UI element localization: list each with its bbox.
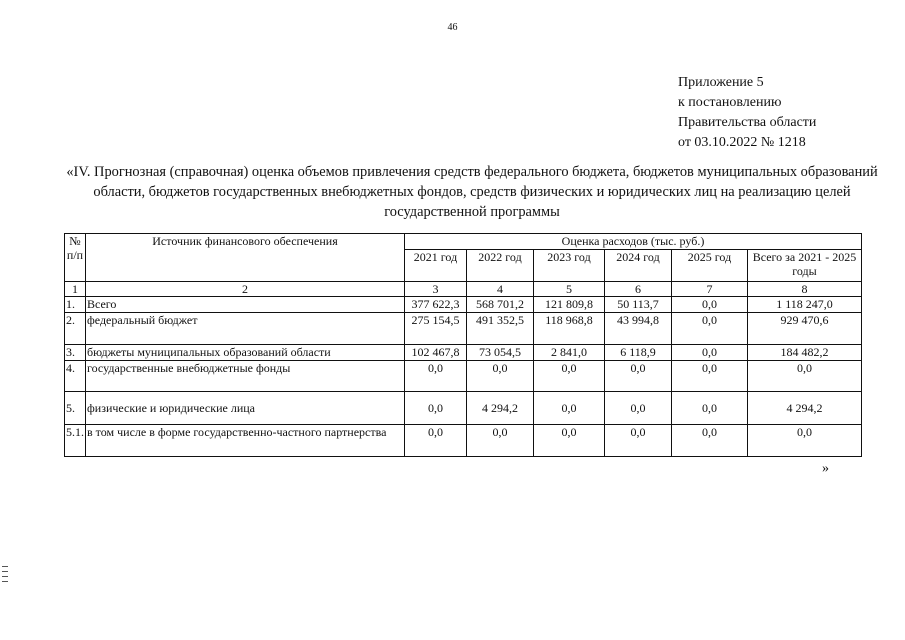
row-value: 0,0 [605, 361, 672, 392]
row-value: 0,0 [672, 313, 748, 345]
row-value: 0,0 [405, 361, 467, 392]
col-number: 5 [534, 282, 605, 297]
col-number: 4 [467, 282, 534, 297]
row-value: 0,0 [748, 425, 862, 457]
row-value: 0,0 [605, 392, 672, 425]
appendix-line-4: от 03.10.2022 № 1218 [678, 135, 806, 150]
header-source: Источник финансового обеспечения [86, 234, 405, 282]
table-row [65, 313, 862, 345]
row-num: 2. [65, 313, 86, 345]
finance-table [64, 233, 862, 457]
row-num: 3. [65, 345, 86, 361]
row-value: 1 118 247,0 [748, 297, 862, 313]
row-value: 377 622,3 [405, 297, 467, 313]
closing-quote: » [822, 461, 829, 476]
section-heading: «IV. Прогнозная (справочная) оценка объемов привлечения средств федерального бюджета, бюджетов муниципальных образований области, бюджетов государственных внебюджетных фондов, средств физических и юридических лиц на реализацию целей государственной программы [66, 164, 878, 220]
header-row-1 [65, 234, 862, 250]
header-year-2024: 2024 год [605, 250, 672, 282]
row-num: 1. [65, 297, 86, 313]
row-value: 0,0 [605, 425, 672, 457]
header-year-2022: 2022 год [467, 250, 534, 282]
appendix-line-3: Правительства области [678, 115, 817, 130]
row-value: 0,0 [672, 297, 748, 313]
row-source: государственные внебюджетные фонды [86, 361, 405, 392]
appendix-block [678, 73, 816, 153]
row-value: 0,0 [467, 425, 534, 457]
table-row [65, 392, 862, 425]
row-value: 0,0 [405, 392, 467, 425]
header-estimate: Оценка расходов (тыс. руб.) [405, 234, 862, 250]
table-row [65, 425, 862, 457]
table-row [65, 345, 862, 361]
row-value: 184 482,2 [748, 345, 862, 361]
row-value: 0,0 [405, 425, 467, 457]
header-num: № п/п [65, 234, 86, 282]
col-number: 8 [748, 282, 862, 297]
row-num: 5.1. [65, 425, 86, 457]
column-numbers-row [65, 282, 862, 297]
row-value: 0,0 [534, 392, 605, 425]
row-value: 102 467,8 [405, 345, 467, 361]
row-value: 2 841,0 [534, 345, 605, 361]
col-number: 2 [86, 282, 405, 297]
header-year-2025: 2025 год [672, 250, 748, 282]
row-value: 0,0 [534, 425, 605, 457]
row-source: в том числе в форме государственно-частного партнерства [86, 425, 405, 457]
row-value: 0,0 [672, 345, 748, 361]
row-value: 4 294,2 [467, 392, 534, 425]
row-value: 568 701,2 [467, 297, 534, 313]
row-value: 0,0 [672, 425, 748, 457]
row-value: 0,0 [748, 361, 862, 392]
row-value: 50 113,7 [605, 297, 672, 313]
row-value: 4 294,2 [748, 392, 862, 425]
row-value: 0,0 [467, 361, 534, 392]
row-source: федеральный бюджет [86, 313, 405, 345]
col-number: 3 [405, 282, 467, 297]
row-value: 43 994,8 [605, 313, 672, 345]
appendix-line-2: к постановлению [678, 95, 782, 110]
table-row [65, 297, 862, 313]
row-value: 118 968,8 [534, 313, 605, 345]
row-source: физические и юридические лица [86, 392, 405, 425]
row-value: 491 352,5 [467, 313, 534, 345]
appendix-line-1: Приложение 5 [678, 75, 764, 90]
col-number: 1 [65, 282, 86, 297]
row-num: 4. [65, 361, 86, 392]
table-row [65, 361, 862, 392]
row-source: Всего [86, 297, 405, 313]
row-value: 0,0 [672, 361, 748, 392]
row-value: 275 154,5 [405, 313, 467, 345]
margin-marks [2, 566, 8, 586]
header-year-2021: 2021 год [405, 250, 467, 282]
col-number: 7 [672, 282, 748, 297]
row-value: 73 054,5 [467, 345, 534, 361]
col-number: 6 [605, 282, 672, 297]
row-value: 121 809,8 [534, 297, 605, 313]
page-number: 46 [447, 22, 458, 33]
header-total: Всего за 2021 - 2025 годы [748, 250, 862, 282]
row-value: 0,0 [672, 392, 748, 425]
row-value: 6 118,9 [605, 345, 672, 361]
header-year-2023: 2023 год [534, 250, 605, 282]
row-num: 5. [65, 392, 86, 425]
row-source: бюджеты муниципальных образований области [86, 345, 405, 361]
row-value: 0,0 [534, 361, 605, 392]
row-value: 929 470,6 [748, 313, 862, 345]
